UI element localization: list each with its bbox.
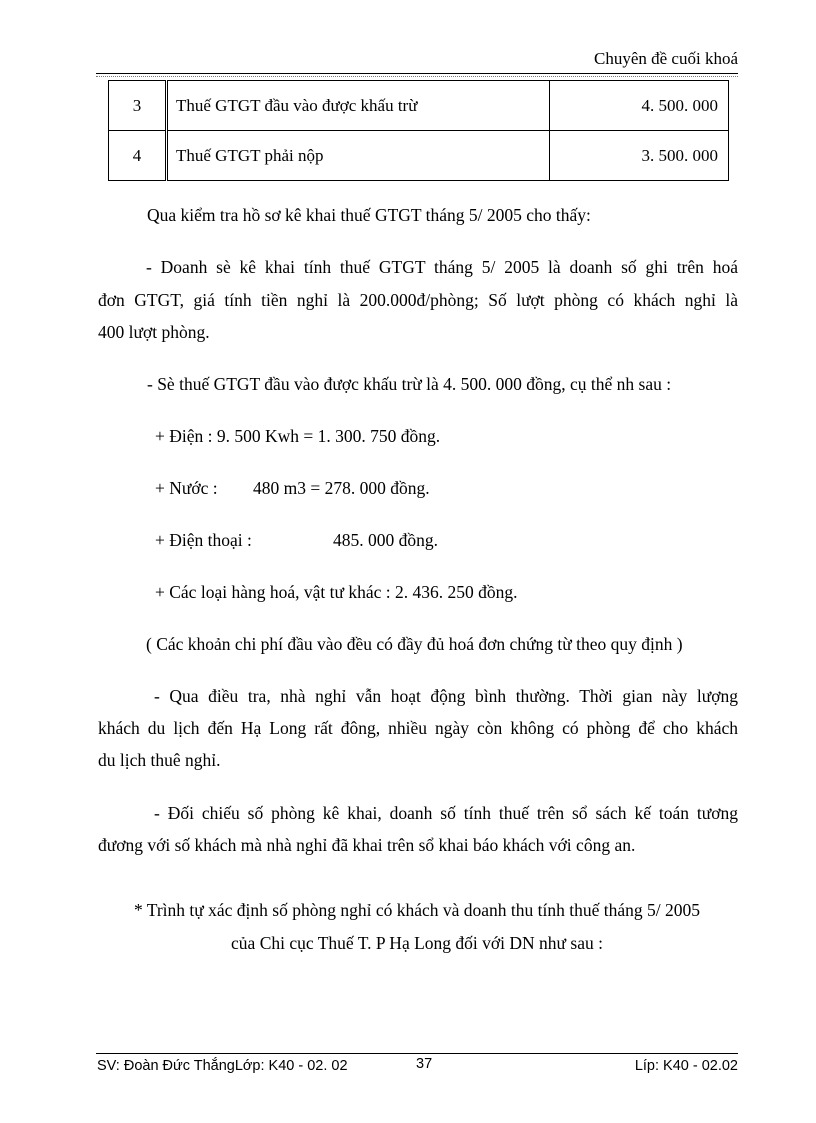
paragraph-1-line-3: 400 lượt phòng.	[98, 322, 210, 342]
header-rule-dotted	[96, 76, 738, 77]
row-amount: 3. 500. 000	[550, 131, 729, 181]
row-number: 3	[109, 81, 167, 131]
tax-table	[108, 80, 729, 181]
row-amount: 4. 500. 000	[550, 81, 729, 131]
paragraph-2: - Sè thuế GTGT đầu vào được khấu trừ là 4. 500. 000 đồng, cụ thể nh sau :	[147, 374, 672, 394]
row-number: 4	[109, 131, 167, 181]
table-row	[109, 81, 729, 131]
page-number: 37	[416, 1056, 433, 1072]
row-item: Thuế GTGT phải nộp	[167, 131, 550, 181]
footer-left: SV: Đoàn Đức ThắngLớp: K40 - 02. 02	[97, 1058, 348, 1074]
paragraph-1-line-2: đơn GTGT, giá tính tiền nghỉ là 200.000đ/phòng; Số lượt phòng có khách nghỉ là	[98, 290, 738, 310]
list-item-water-value: 480 m3 = 278. 000 đồng.	[253, 478, 430, 498]
table-row	[109, 131, 729, 181]
header-rule	[96, 73, 738, 74]
paragraph-1-line-1: - Doanh sè kê khai tính thuế GTGT tháng 5/ 2005 là doanh số ghi trên hoá	[146, 257, 738, 277]
paragraph-3-line-2: khách du lịch đến Hạ Long rất đông, nhiều ngày còn không có phòng để cho khách	[98, 718, 738, 738]
paragraph-3-line-3: du lịch thuê nghỉ.	[98, 750, 221, 770]
procedure-heading-line-2: của Chi cục Thuế T. P Hạ Long đối với DN như sau :	[231, 933, 603, 953]
intro-paragraph: Qua kiểm tra hồ sơ kê khai thuế GTGT tháng 5/ 2005 cho thấy:	[147, 205, 591, 225]
list-item-goods: + Các loại hàng hoá, vật tư khác : 2. 436. 250 đồng.	[155, 582, 518, 602]
footer-right: Líp: K40 - 02.02	[634, 1058, 738, 1074]
paragraph-4-line-2: đương với số khách mà nhà nghỉ đã khai trên sổ khai báo khách với công an.	[98, 835, 636, 855]
row-item: Thuế GTGT đầu vào được khấu trừ	[167, 81, 550, 131]
list-item-electricity: + Điện : 9. 500 Kwh = 1. 300. 750 đồng.	[155, 426, 441, 446]
note-paragraph: ( Các khoản chi phí đầu vào đều có đầy đủ hoá đơn chứng từ theo quy định )	[146, 634, 683, 654]
procedure-heading-line-1: * Trình tự xác định số phòng nghỉ có khách và doanh thu tính thuế tháng 5/ 2005	[133, 900, 701, 920]
footer-rule	[96, 1053, 738, 1054]
header-title: Chuyên đề cuối khoá	[594, 49, 738, 68]
paragraph-4-line-1: - Đối chiếu số phòng kê khai, doanh số tính thuế trên sổ sách kế toán tương	[154, 803, 738, 823]
paragraph-3-line-1: - Qua điều tra, nhà nghỉ vẫn hoạt động bình thường. Thời gian này lượng	[154, 686, 738, 706]
list-item-phone-label: + Điện thoại :	[155, 530, 252, 550]
list-item-phone-value: 485. 000 đồng.	[333, 530, 438, 550]
list-item-water-label: + Nước :	[155, 478, 218, 498]
